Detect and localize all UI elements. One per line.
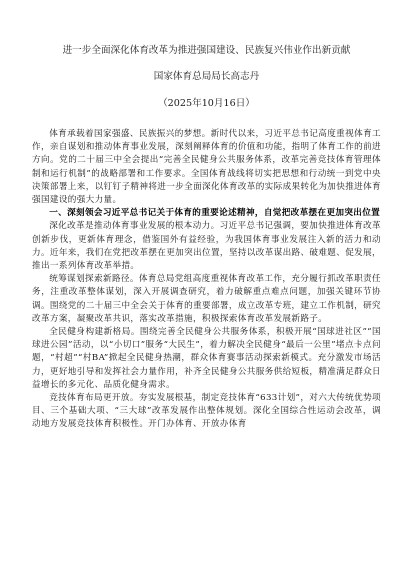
paragraph: 体育承载着国家强盛、民族振兴的梦想。新时代以来，习近平总书记高度重视体育工作，亲自谋划和推动体育事业发展，深刻阐释体育的价值和功能，指明了体育工作的前进方向。党的二十届三中全会提出“完善全民健身公共服务体系，改革完善竞技体育管理体制和运行机制”的战略部署和工作要求。全国体育战线将切实把思想和行动统一到党中央决策部署上来，以钉钉子精神将进一步全面深化体育改革的实际成果转化为加快推进体育强国建设的强大力量。 — [32, 129, 381, 206]
paragraph: 统筹谋划探索新路径。体育总局党组高度重视体育改革工作，充分履行抓改革职责任务，注重改革整体谋划，深入开展调查研究，着力破解重点难点问题，加强关键环节协调。围绕党的二十届三中全会关于体育的重要部署，成立改革专班，建立工作机制，研究改革方案，凝聚改革共识，落实改革措施，积极探索体育改革发展新路子。 — [32, 274, 381, 324]
paragraph: 深化改革是推动体育事业发展的根本动力。习近平总书记强调，要加快推进体育改革创新步伐，更新体育理念，借鉴国外有益经验，为我国体育事业发展注入新的活力和动力。近年来，我们在党把改革摆在更加突出位置，坚持以改革谋出路、破难题、促发展，推出一系列体育改革举措。 — [32, 221, 381, 272]
paragraph: 全民健身构建新格局。围绕完善全民健身公共服务体系，积极开展“国球进社区”“国球进公园”活动，以“小切口”服务“大民生”，着力解决全民健身“最后一公里”堵点卡点问题，“村超”“村BA”掀起全民健身热潮，群众体育赛事活动探索新模式。充分激发市场活力，更好地引导和发挥社会力量作用，补齐全民健身公共服务供给短板，精准满足群众日益增长的多元化、品质化健身需求。 — [32, 327, 381, 390]
document-body — [32, 128, 381, 432]
author-line: 国家体育总局局长高志丹 — [153, 71, 260, 82]
publication-date: （2025年10月16日） — [158, 98, 255, 109]
paragraph: 竞技体育布局更开放。夯实发展根基，制定竞技体育“633计划”，对六大传统优势项目、三个基础大项、“三大球”改革发展作出整体规划。深化全国综合性运动会改革，调动地方发展竞技体育积极性。开门办体育、开放办体育 — [32, 393, 381, 430]
section-heading: 一、深刻领会习近平总书记关于体育的重要论述精神，自觉把改革摆在更加突出位置 — [49, 208, 381, 219]
document-title: 进一步全面深化体育改革为推进强国建设、民族复兴伟业作出新贡献 — [62, 45, 351, 56]
